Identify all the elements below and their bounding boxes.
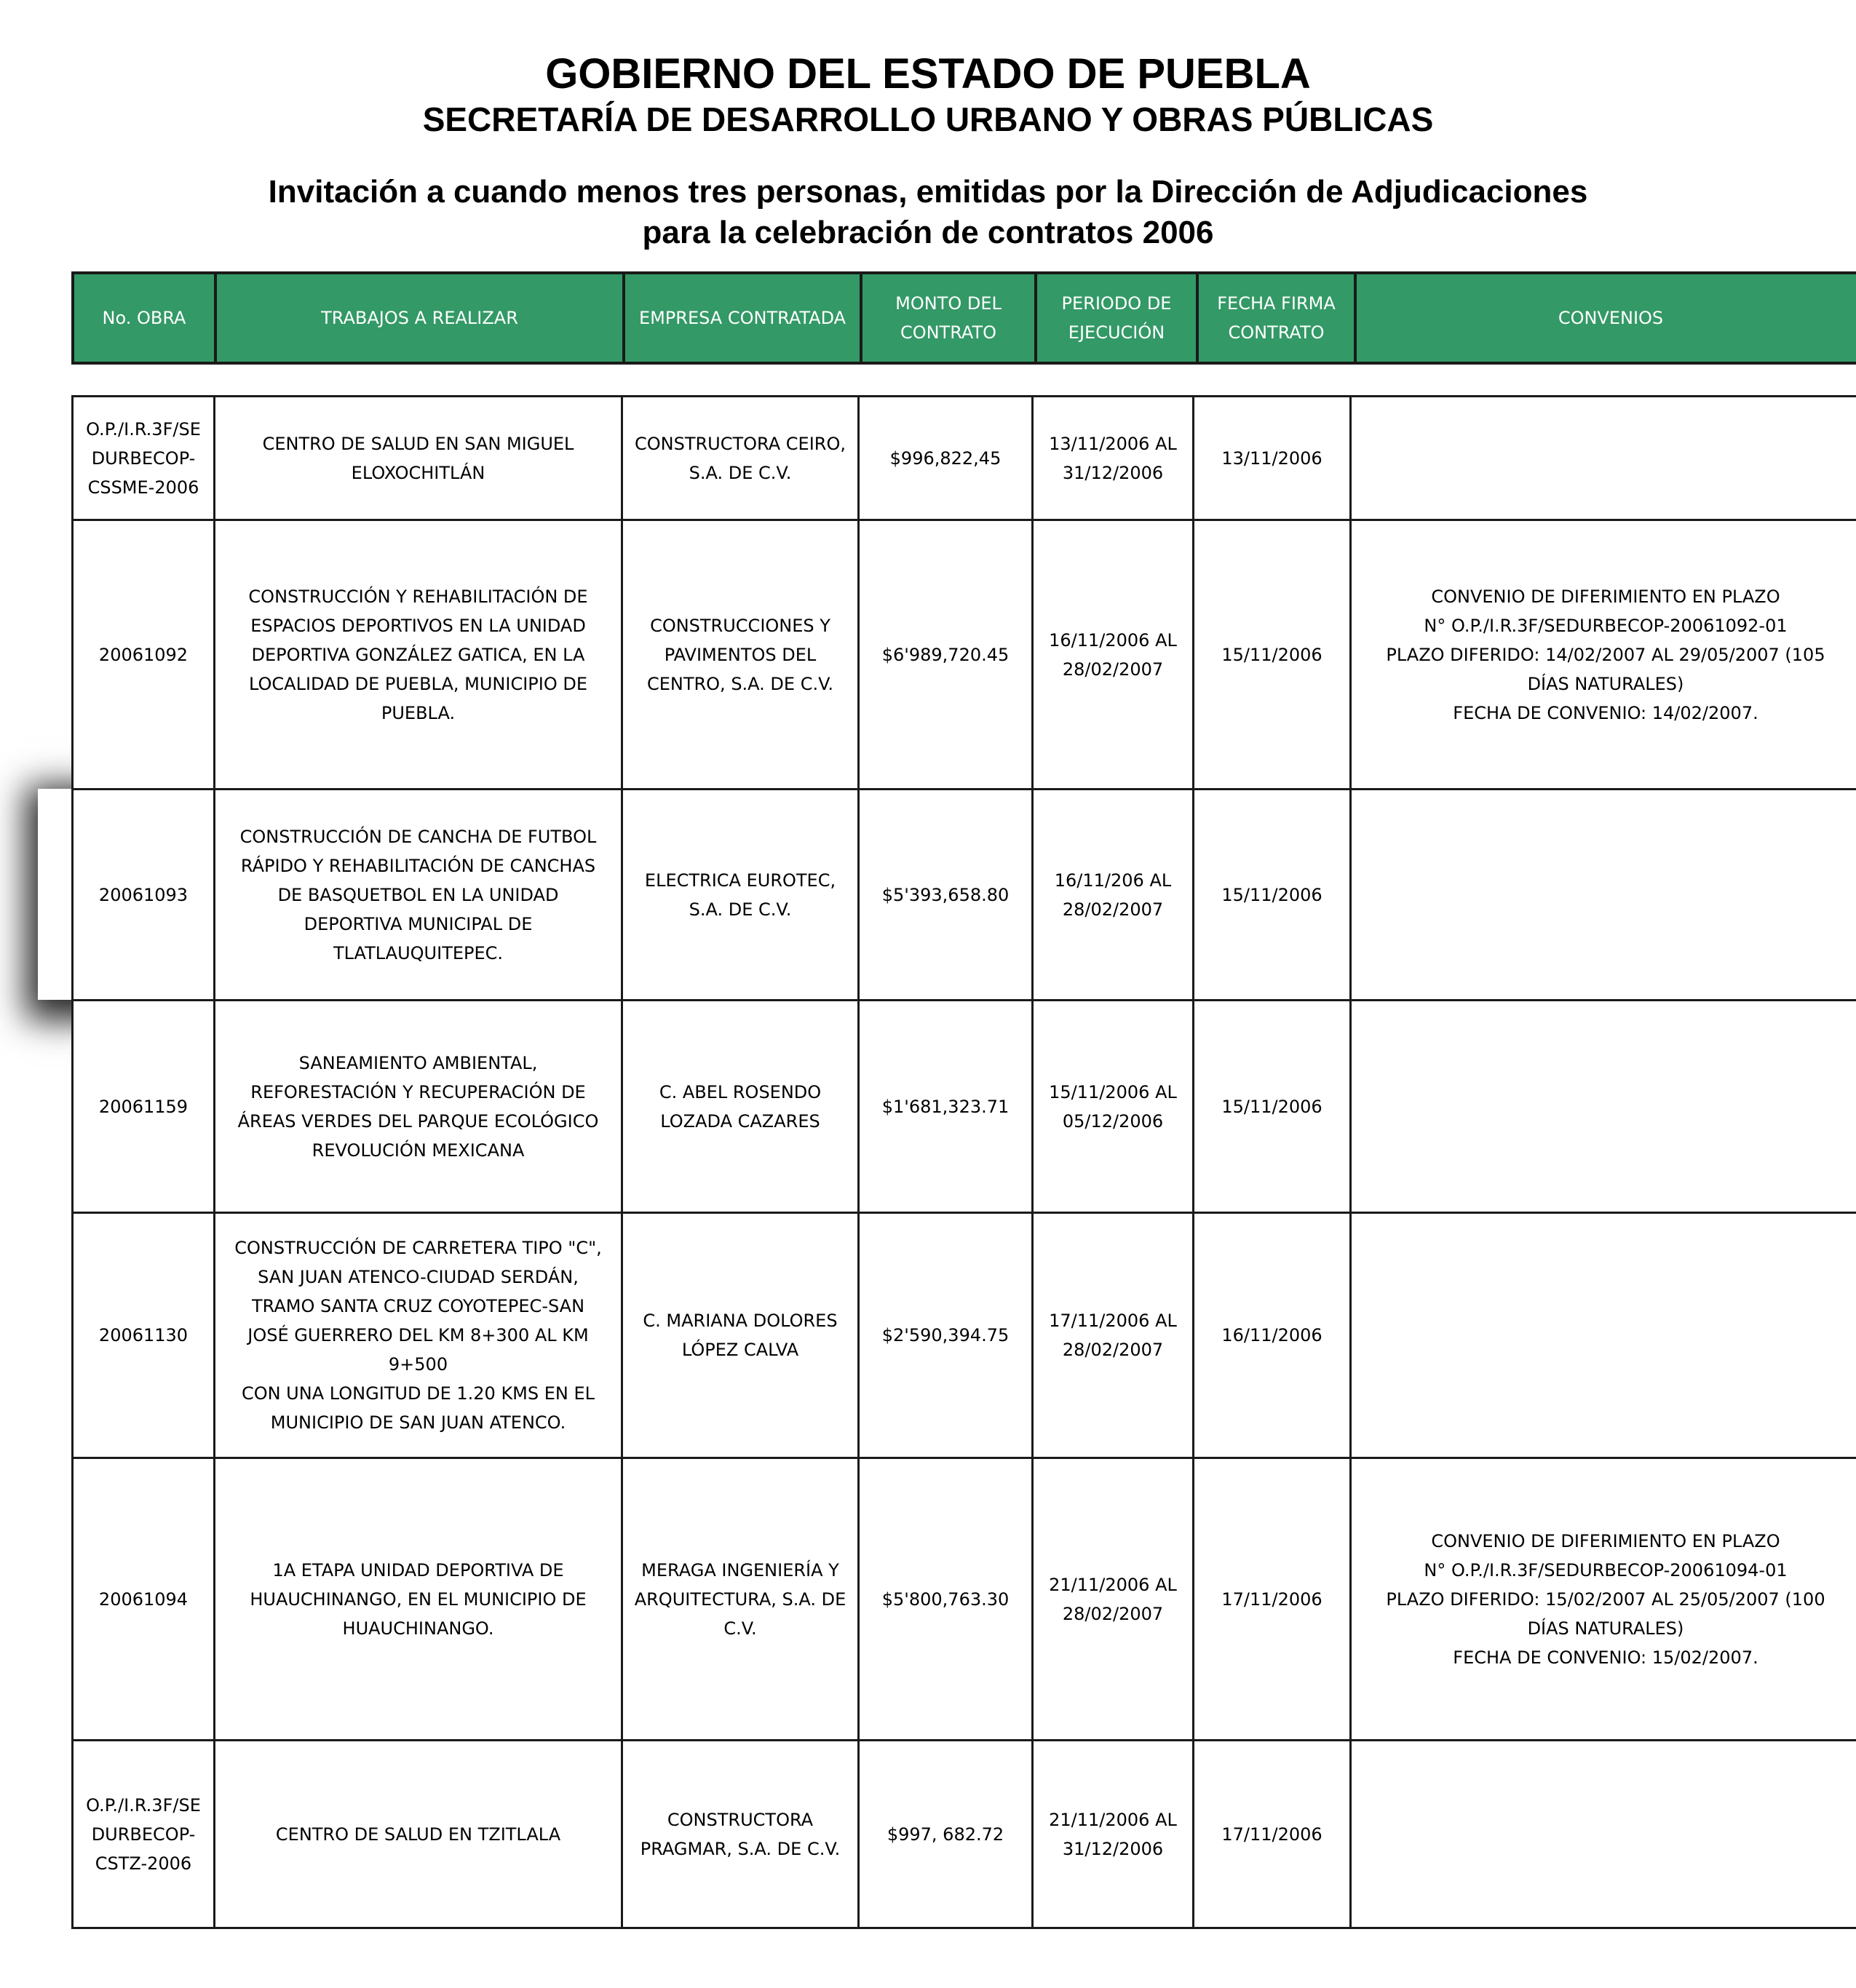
- cell-fecha-firma: 15/11/2006: [1194, 790, 1351, 1001]
- cell-monto: $5'800,763.30: [859, 1458, 1033, 1741]
- cell-fecha-firma: 15/11/2006: [1194, 1001, 1351, 1213]
- cell-periodo: 16/11/206 AL 28/02/2007: [1033, 790, 1194, 1001]
- cell-monto: $2'590,394.75: [859, 1213, 1033, 1458]
- cell-empresa: CONSTRUCTORA CEIRO, S.A. DE C.V.: [622, 397, 859, 520]
- table-row: [73, 1213, 1856, 1458]
- column-header-row: [73, 273, 1856, 363]
- cell-monto: $997, 682.72: [859, 1741, 1033, 1928]
- cell-empresa: C. MARIANA DOLORES LÓPEZ CALVA: [622, 1213, 859, 1458]
- header-monto: MONTO DEL CONTRATO: [861, 273, 1036, 363]
- cell-trabajos: CENTRO DE SALUD EN TZITLALA: [215, 1741, 622, 1928]
- cell-no-obra: 20061130: [73, 1213, 215, 1458]
- cell-fecha-firma: 17/11/2006: [1194, 1458, 1351, 1741]
- cell-trabajos: 1A ETAPA UNIDAD DEPORTIVA DE HUAUCHINANGO, EN EL MUNICIPIO DE HUAUCHINANGO.: [215, 1458, 622, 1741]
- table-row: [73, 1741, 1856, 1928]
- cell-monto: $6'989,720.45: [859, 520, 1033, 790]
- cell-no-obra: 20061159: [73, 1001, 215, 1213]
- table-row: [73, 790, 1856, 1001]
- secretaria-title: SECRETARÍA DE DESARROLLO URBANO Y OBRAS PÚBLICAS: [422, 100, 1434, 138]
- cell-empresa: MERAGA INGENIERÍA Y ARQUITECTURA, S.A. DE C.V.: [622, 1458, 859, 1741]
- cell-empresa: C. ABEL ROSENDO LOZADA CAZARES: [622, 1001, 859, 1213]
- cell-trabajos: CONSTRUCCIÓN Y REHABILITACIÓN DE ESPACIOS DEPORTIVOS EN LA UNIDAD DEPORTIVA GONZÁLEZ GATICA, EN LA LOCALIDAD DE PUEBLA, MUNICIPIO DE PUEBLA.: [215, 520, 622, 790]
- cell-periodo: 17/11/2006 AL 28/02/2007: [1033, 1213, 1194, 1458]
- subtitle-line-2: para la celebración de contratos 2006: [642, 215, 1214, 250]
- table-row: [73, 520, 1856, 790]
- cell-convenios: CONVENIO DE DIFERIMIENTO EN PLAZO N° O.P./I.R.3F/SEDURBECOP-20061094-01 PLAZO DIFERIDO: 15/02/2007 AL 25/05/2007 (100 DÍAS NATURALES) FECHA DE CONVENIO: 15/02/2007.: [1351, 1458, 1856, 1741]
- header-fecha-firma: FECHA FIRMA CONTRATO: [1197, 273, 1355, 363]
- document-title: GOBIERNO DEL ESTADO DE PUEBLA: [545, 50, 1311, 98]
- cell-convenios: CONVENIO DE DIFERIMIENTO EN PLAZO N° O.P./I.R.3F/SEDURBECOP-20061092-01 PLAZO DIFERIDO: 14/02/2007 AL 29/05/2007 (105 DÍAS NATURALES) FECHA DE CONVENIO: 14/02/2007.: [1351, 520, 1856, 790]
- column-header-table: [71, 271, 1856, 365]
- header-no-obra: No. OBRA: [73, 273, 215, 363]
- cell-periodo: 16/11/2006 AL 28/02/2007: [1033, 520, 1194, 790]
- cell-convenios: [1351, 1001, 1856, 1213]
- cell-empresa: CONSTRUCTORA PRAGMAR, S.A. DE C.V.: [622, 1741, 859, 1928]
- cell-fecha-firma: 15/11/2006: [1194, 520, 1351, 790]
- cell-no-obra: 20061092: [73, 520, 215, 790]
- cell-periodo: 15/11/2006 AL 05/12/2006: [1033, 1001, 1194, 1213]
- table-row: [73, 1458, 1856, 1741]
- cell-convenios: [1351, 397, 1856, 520]
- subtitle-line-1: Invitación a cuando menos tres personas, emitidas por la Dirección de Adjudicaciones: [268, 174, 1588, 210]
- cell-no-obra: O.P./I.R.3F/SE DURBECOP- CSSME-2006: [73, 397, 215, 520]
- cell-empresa: ELECTRICA EUROTEC, S.A. DE C.V.: [622, 790, 859, 1001]
- cell-periodo: 21/11/2006 AL 28/02/2007: [1033, 1458, 1194, 1741]
- header-trabajos: TRABAJOS A REALIZAR: [215, 273, 624, 363]
- table-row: [73, 1001, 1856, 1213]
- cell-convenios: [1351, 790, 1856, 1001]
- cell-trabajos: CENTRO DE SALUD EN SAN MIGUEL ELOXOCHITLÁN: [215, 397, 622, 520]
- document-subtitle: [0, 172, 1856, 253]
- cell-empresa: CONSTRUCCIONES Y PAVIMENTOS DEL CENTRO, S.A. DE C.V.: [622, 520, 859, 790]
- cell-fecha-firma: 16/11/2006: [1194, 1213, 1351, 1458]
- cell-trabajos: CONSTRUCCIÓN DE CARRETERA TIPO "C", SAN JUAN ATENCO-CIUDAD SERDÁN, TRAMO SANTA CRUZ COYOTEPEC-SAN JOSÉ GUERRERO DEL KM 8+300 AL KM 9+500 CON UNA LONGITUD DE 1.20 KMS EN EL MUNICIPIO DE SAN JUAN ATENCO.: [215, 1213, 622, 1458]
- cell-no-obra: 20061094: [73, 1458, 215, 1741]
- header-periodo: PERIODO DE EJECUCIÓN: [1036, 273, 1197, 363]
- cell-periodo: 21/11/2006 AL 31/12/2006: [1033, 1741, 1194, 1928]
- cell-monto: $1'681,323.71: [859, 1001, 1033, 1213]
- contracts-table: [71, 395, 1856, 1929]
- cell-fecha-firma: 13/11/2006: [1194, 397, 1351, 520]
- cell-monto: $996,822,45: [859, 397, 1033, 520]
- cell-no-obra: O.P./I.R.3F/SE DURBECOP- CSTZ-2006: [73, 1741, 215, 1928]
- cell-no-obra: 20061093: [73, 790, 215, 1001]
- cell-convenios: [1351, 1741, 1856, 1928]
- cell-trabajos: CONSTRUCCIÓN DE CANCHA DE FUTBOL RÁPIDO Y REHABILITACIÓN DE CANCHAS DE BASQUETBOL EN LA UNIDAD DEPORTIVA MUNICIPAL DE TLATLAUQUITEPEC.: [215, 790, 622, 1001]
- cell-convenios: [1351, 1213, 1856, 1458]
- header-empresa: EMPRESA CONTRATADA: [624, 273, 861, 363]
- cell-fecha-firma: 17/11/2006: [1194, 1741, 1351, 1928]
- cell-periodo: 13/11/2006 AL 31/12/2006: [1033, 397, 1194, 520]
- header-convenios: CONVENIOS: [1355, 273, 1856, 363]
- cell-trabajos: SANEAMIENTO AMBIENTAL, REFORESTACIÓN Y RECUPERACIÓN DE ÁREAS VERDES DEL PARQUE ECOLÓGICO REVOLUCIÓN MEXICANA: [215, 1001, 622, 1213]
- cell-monto: $5'393,658.80: [859, 790, 1033, 1001]
- table-row: [73, 397, 1856, 520]
